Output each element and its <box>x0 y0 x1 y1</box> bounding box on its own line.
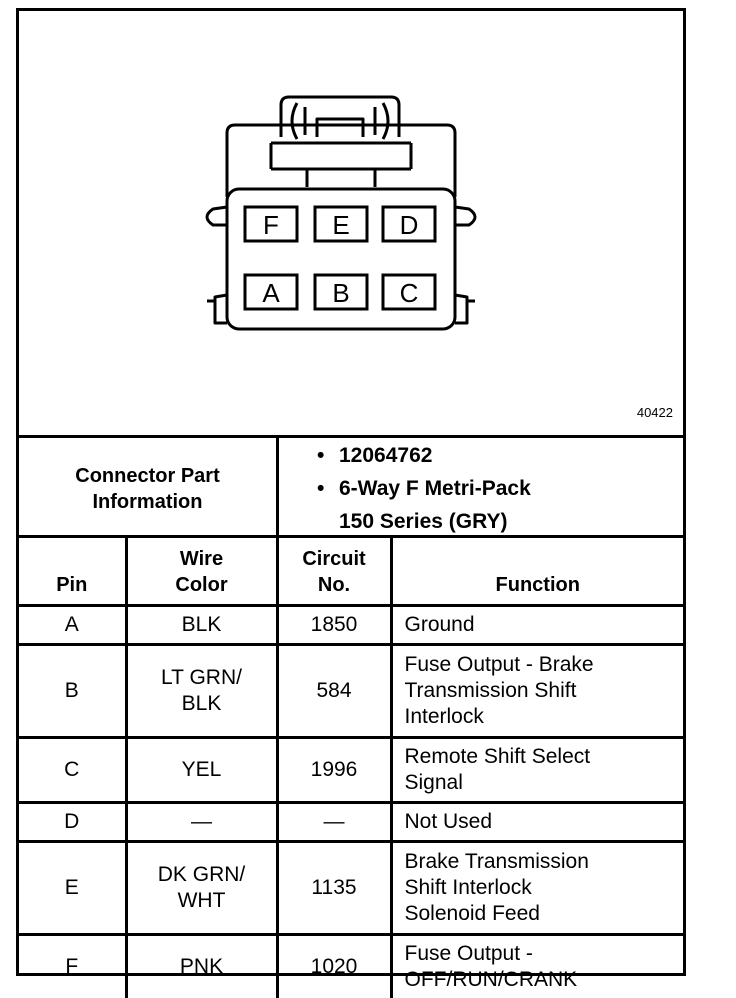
table-row <box>19 606 683 645</box>
wire-color-cell: BLK <box>126 606 277 645</box>
info-bullet: • 12064762 <box>317 439 682 472</box>
table-row <box>19 738 683 803</box>
header-circuit-no: Circuit No. <box>277 537 391 606</box>
figure-id: 40422 <box>637 405 673 420</box>
function-cell: Fuse Output - Brake Transmission Shift Interlock <box>391 645 683 738</box>
function-cell: Brake Transmission Shift Interlock Solenoid Feed <box>391 842 683 935</box>
function-cell: Fuse Output - OFF/RUN/CRANK <box>391 935 683 998</box>
circuit-cell: 584 <box>277 645 391 738</box>
circuit-cell: 1996 <box>277 738 391 803</box>
wire-color-cell: — <box>126 803 277 842</box>
pin-cell: F <box>19 935 126 998</box>
connector-diagram <box>19 11 683 435</box>
part-number: 12064762 <box>339 444 432 467</box>
circuit-cell: 1020 <box>277 935 391 998</box>
info-label: Connector Part Information <box>19 437 278 540</box>
table-row <box>19 842 683 935</box>
pin-cell: E <box>19 842 126 935</box>
wire-color-cell: DK GRN/ WHT <box>126 842 277 935</box>
pin-label-d: D <box>400 210 419 240</box>
pin-label-b: B <box>332 278 349 308</box>
wire-color-cell: YEL <box>126 738 277 803</box>
function-cell: Remote Shift Select Signal <box>391 738 683 803</box>
function-cell: Ground <box>391 606 683 645</box>
connector-part-info <box>19 435 683 539</box>
header-function: Function <box>391 537 683 606</box>
pin-label-e: E <box>332 210 349 240</box>
circuit-cell: 1850 <box>277 606 391 645</box>
header-pin: Pin <box>19 537 126 606</box>
table-row <box>19 803 683 842</box>
pin-table <box>19 535 683 998</box>
circuit-cell: 1135 <box>277 842 391 935</box>
function-cell: Not Used <box>391 803 683 842</box>
connector-type: 6-Way F Metri-Pack 150 Series (GRY) <box>339 472 531 538</box>
header-wire-color: Wire Color <box>126 537 277 606</box>
info-bullet: • 6-Way F Metri-Pack 150 Series (GRY) <box>317 472 682 538</box>
wire-color-cell: LT GRN/ BLK <box>126 645 277 738</box>
wire-color-cell: PNK <box>126 935 277 998</box>
table-row <box>19 935 683 998</box>
connector-shell-outline <box>227 125 455 197</box>
locking-tab-outline <box>281 97 399 137</box>
pin-label-c: C <box>400 278 419 308</box>
pin-label-a: A <box>262 278 280 308</box>
pin-cell: A <box>19 606 126 645</box>
circuit-cell: — <box>277 803 391 842</box>
pin-cell: D <box>19 803 126 842</box>
table-row <box>19 645 683 738</box>
diagram-frame <box>16 8 686 976</box>
pin-cell: C <box>19 738 126 803</box>
info-bullets <box>278 437 684 540</box>
pin-label-f: F <box>263 210 279 240</box>
pin-cell: B <box>19 645 126 738</box>
connector-face-drawing <box>19 11 683 435</box>
